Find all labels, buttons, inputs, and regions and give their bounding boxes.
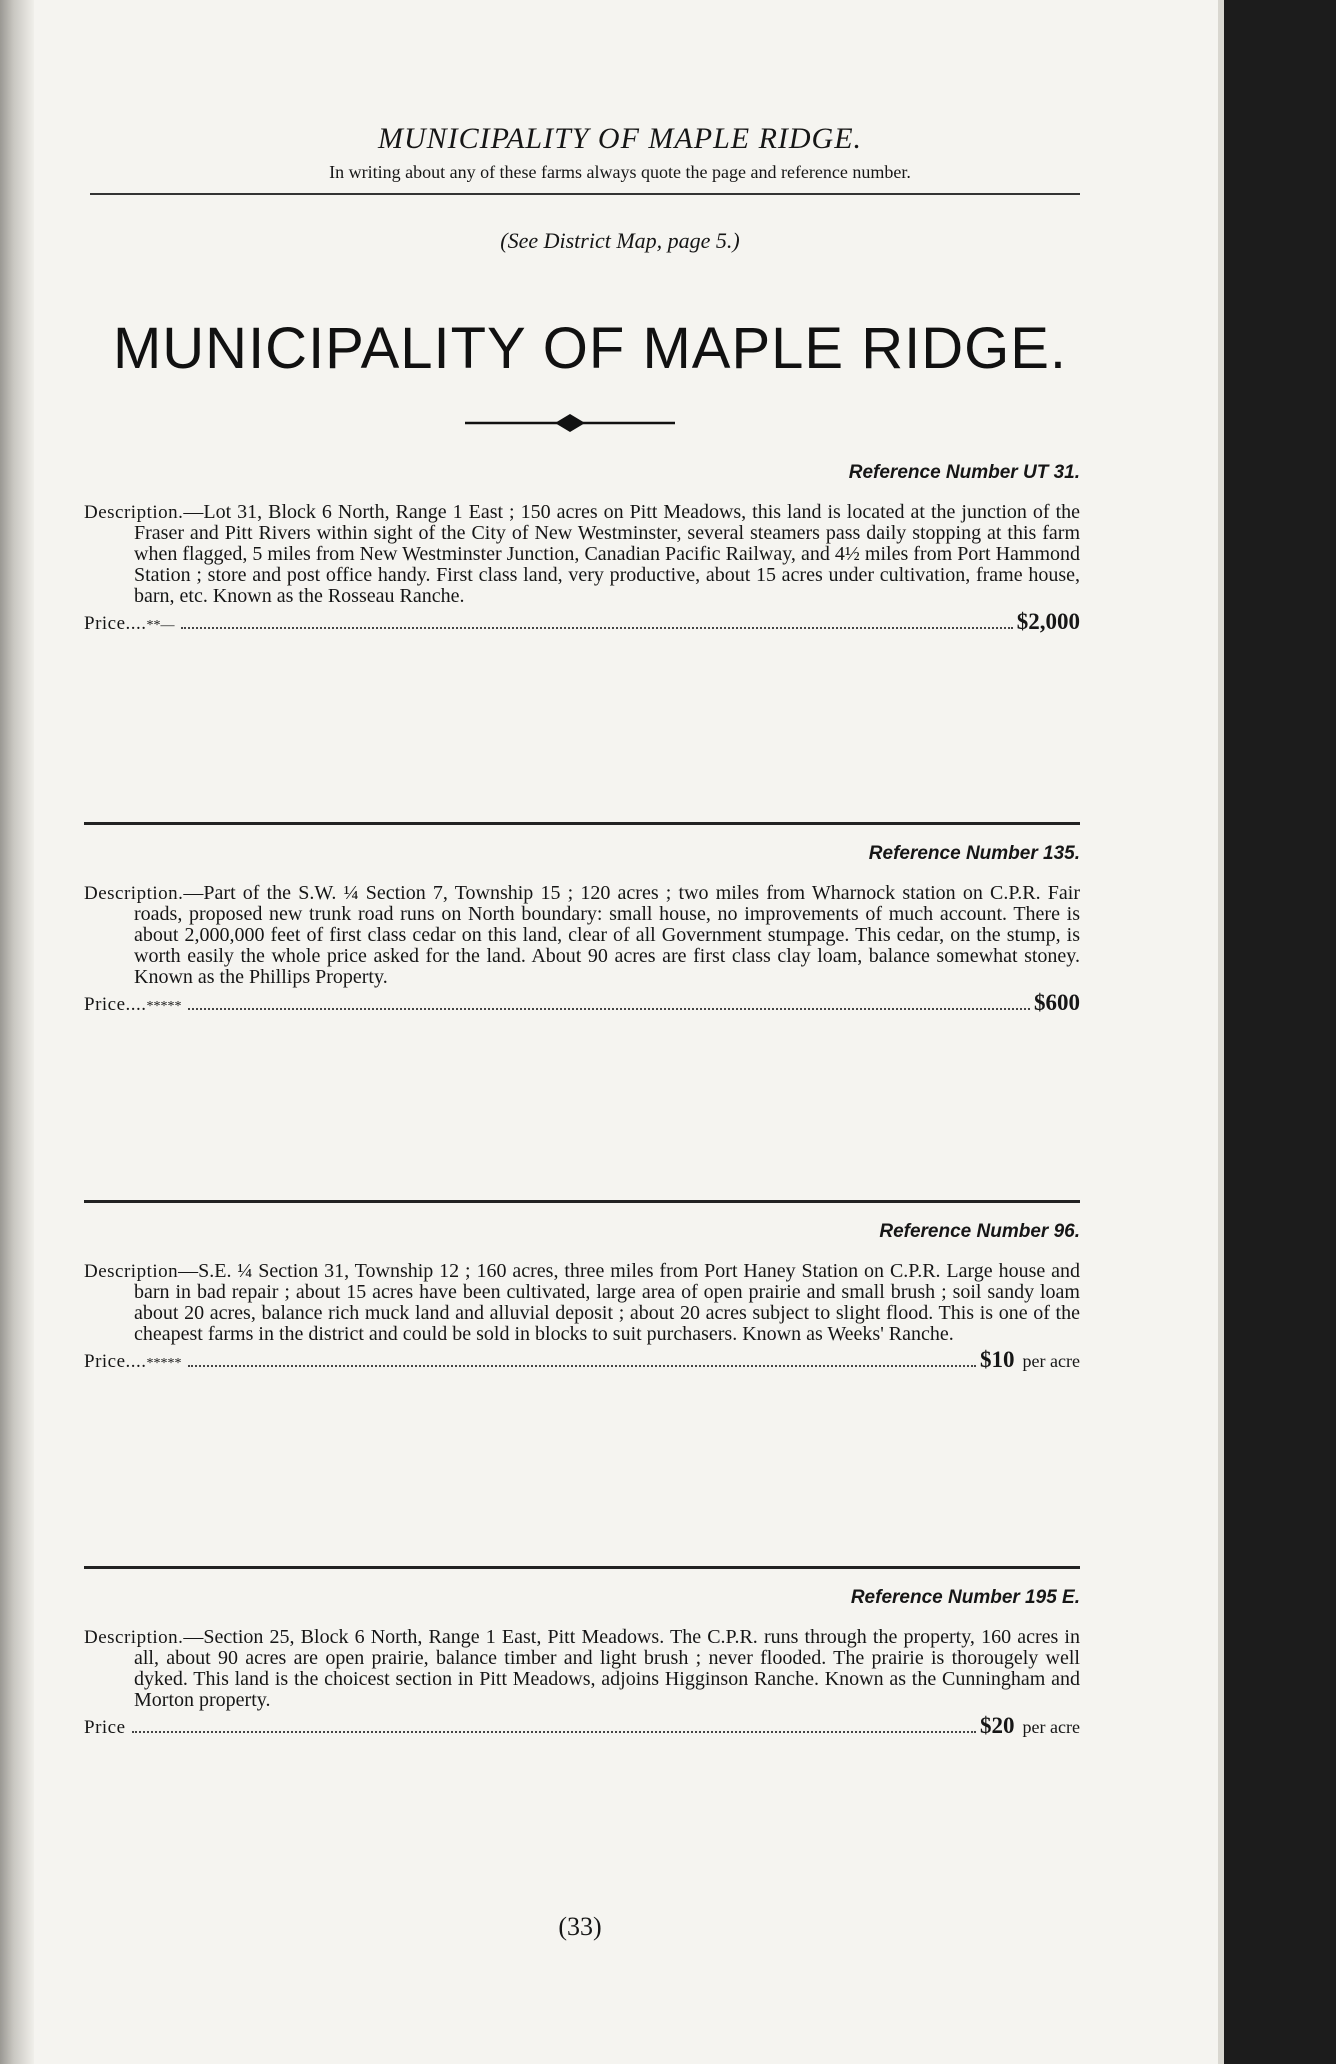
price-row [84,990,1080,1016]
description-label: Description. [84,502,184,523]
section-rule [84,822,1080,825]
price-amount: $2,000 [1016,609,1080,634]
reference-number: Reference Number 195 E. [850,1587,1080,1608]
description-text: —Section 25, Block 6 North, Range 1 East, Pitt Meadows. The C.P.R. runs through the property, 160 acres in all, about 90 acres are open prairie, balance timber and light brush ; never flooded. The prairie is thorougely well dyked. This land is the choicest section in Pitt Meadows, adjoins Higginson Ranche. Known as the Cunningham and Morton property. [134,1626,1080,1711]
listing-description [84,1627,1080,1711]
description-label: Description [84,1261,179,1282]
price-label: Price.... [84,1351,147,1372]
diamond-ornament-icon [465,406,675,440]
reference-number: Reference Number UT 31. [848,462,1080,483]
price-amount: $20 [980,1713,1015,1738]
description-text: —S.E. ¼ Section 31, Township 12 ; 160 acres, three miles from Port Haney Station on C.P.R. Large house and barn in bad repair ; about 15 acres have been cultivated, large area of open prairie and small brush ; soil sandy loam about 20 acres, balance rich muck land and alluvial deposit ; about 20 acres subject to slight flood. This is one of the cheapest farms in the district and could be sold in blocks to suit purchasers. Known as Weeks' Ranche. [134,1260,1080,1345]
price-row [84,1347,1080,1373]
page-binding-edge [0,0,34,2064]
price-unit: per acre [1022,1351,1080,1371]
description-text: —Part of the S.W. ¼ Section 7, Township 15 ; 120 acres ; two miles from Wharnock station on C.P.R. Fair roads, proposed new trunk road runs on North boundary: small house, no improvements of much account. There is about 2,000,000 feet of first class cedar on this land, clear of all Government stumpage. This cedar, on the stump, is worth easily the whole price asked for the land. About 90 acres are first class clay loam, balance somewhat stoney. Known as the Phillips Property. [134,882,1080,988]
price-stars: **— [146,618,175,633]
running-title: MUNICIPALITY OF MAPLE RIDGE. [377,122,863,155]
price-label: Price.... [84,613,147,634]
price-amount: $10 [980,1347,1015,1372]
price-unit: per acre [1022,1717,1080,1737]
price-label: Price [84,1717,126,1738]
listing-description [84,1261,1080,1345]
price-stars: ***** [146,999,182,1014]
reference-notice: In writing about any of these farms always quote the page and reference number. [329,162,911,182]
listing-96 [84,1200,1080,1373]
map-reference: (See District Map, page 5.) [500,228,740,253]
page-title: MUNICIPALITY OF MAPLE RIDGE. [112,316,1068,381]
listing-135 [84,822,1080,1016]
listing-ut31 [84,462,1080,635]
price-stars: ***** [146,1356,182,1371]
listing-195e [84,1566,1080,1739]
header-rule [90,193,1080,195]
dot-leader [181,627,1013,629]
description-label: Description. [84,883,184,904]
dot-leader [188,1365,977,1367]
listing-description [84,502,1080,607]
reference-number: Reference Number 135. [868,843,1080,864]
price-row [84,1713,1080,1739]
listing-description [84,883,1080,988]
dot-leader [188,1008,1030,1010]
section-rule [84,1200,1080,1203]
page-number: (33) [558,1912,602,1941]
dot-leader [132,1731,977,1733]
section-rule [84,1566,1080,1569]
price-row [84,609,1080,635]
price-label: Price.... [84,994,147,1015]
price-amount: $600 [1034,990,1080,1015]
reference-number: Reference Number 96. [879,1221,1080,1242]
description-label: Description. [84,1627,184,1648]
description-text: —Lot 31, Block 6 North, Range 1 East ; 150 acres on Pitt Meadows, this land is located at the junction of the Fraser and Pitt Rivers within sight of the City of New Westminster, several steamers pass daily stopping at this farm when flagged, 5 miles from New Westminster Junction, Canadian Pacific Railway, and 4½ miles from Port Hammond Station ; store and post office handy. First class land, very productive, about 15 acres under cultivation, frame house, barn, etc. Known as the Rosseau Ranche. [134,501,1080,607]
